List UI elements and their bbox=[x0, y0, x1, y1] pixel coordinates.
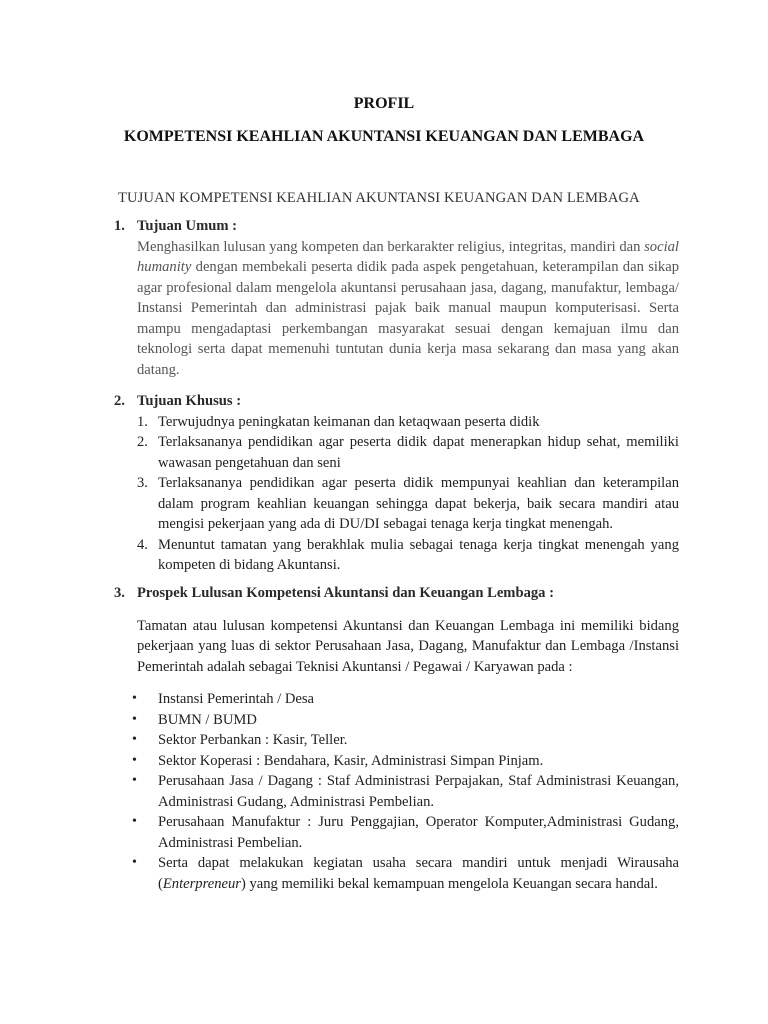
section-number: 3. bbox=[114, 585, 125, 601]
section-heading: TUJUAN KOMPETENSI KEAHLIAN AKUNTANSI KEUANGAN DAN LEMBAGA bbox=[118, 190, 640, 206]
paragraph-text: Menghasilkan lulusan yang kompeten dan berkarakter religius, integritas, mandiri dan bbox=[137, 238, 645, 255]
list-text: Terwujudnya peningkatan keimanan dan ketaqwaan peserta didik bbox=[158, 413, 540, 430]
section-title: Tujuan Khusus : bbox=[137, 393, 242, 409]
list-text: BUMN / BUMD bbox=[158, 711, 257, 728]
list-text: Instansi Pemerintah / Desa bbox=[158, 691, 315, 707]
section-title: Prospek Lulusan Kompetensi Akuntansi dan Keuangan Lembaga : bbox=[137, 585, 554, 601]
list-item bbox=[137, 535, 679, 576]
bullet-icon: • bbox=[132, 855, 137, 870]
list-item bbox=[132, 751, 679, 772]
list-item bbox=[132, 771, 679, 812]
tujuan-khusus-list bbox=[137, 412, 679, 576]
prospek-bullet-list bbox=[132, 689, 679, 894]
tujuan-umum-paragraph bbox=[137, 237, 679, 381]
section-prospek-lulusan bbox=[114, 583, 679, 894]
bullet-icon: • bbox=[132, 773, 137, 788]
section-number: 1. bbox=[114, 218, 125, 234]
list-item bbox=[132, 853, 679, 894]
list-item bbox=[132, 710, 679, 731]
document-title: PROFIL bbox=[353, 95, 415, 112]
section-heading-row bbox=[114, 583, 679, 604]
section-number: 2. bbox=[114, 393, 125, 409]
section-tujuan-umum bbox=[114, 216, 679, 380]
list-number: 1. bbox=[137, 413, 148, 430]
list-item bbox=[137, 412, 679, 433]
list-item bbox=[132, 689, 679, 710]
section-heading-row bbox=[114, 216, 679, 237]
list-text-part: ) yang memiliki bekal kemampuan mengelola Keuangan secara handal. bbox=[240, 875, 658, 892]
list-item bbox=[132, 730, 679, 751]
list-item bbox=[137, 432, 679, 473]
list-text: Terlaksananya pendidikan agar peserta didik mempunyai keahlian dan keterampilan dalam program keahlian keuangan sehingga dapat bekerja, baik secara mandiri atau mengisi pekerjaan yang ada di DU/DI sebagai tenaga kerja tingkat menengah. bbox=[158, 475, 679, 532]
list-item bbox=[132, 812, 679, 853]
emphasis-text: social humanity bbox=[137, 238, 679, 275]
prospek-intro-paragraph: Tamatan atau lulusan kompetensi Akuntansi dan Keuangan Lembaga ini memiliki bidang pekerjaan yang luas di sektor Perusahaan Jasa, Dagang, Manufaktur dan Lembaga /Instansi Pemerintah adalah sebagai Teknisi Akuntansi / Pegawai / Karyawan pada : bbox=[137, 617, 679, 675]
list-text: Perusahaan Jasa / Dagang : Staf Administrasi Perpajakan, Staf Administrasi Keuangan, Administrasi Gudang, Administrasi Pembelian. bbox=[158, 773, 679, 810]
bullet-icon: • bbox=[132, 752, 137, 768]
section-heading-row bbox=[114, 391, 679, 412]
list-text: Terlaksananya pendidikan agar peserta didik dapat menerapkan hidup sehat, memiliki wawasan pengetahuan dan seni bbox=[158, 434, 679, 471]
paragraph-text: dengan membekali peserta didik pada aspek pengetahuan, keterampilan dan sikap agar profesional dalam mengelola akuntansi perusahaan jasa, dagang, manufaktur, lembaga/ Instansi Pemerintah dan administrasi pajak baik manual maupun komputerisasi. Serta mampu mengadaptasi perkembangan masyarakat sesuai dengan kemajuan ilmu dan teknologi serta dapat memenuhi tuntutan dunia kerja masa sekarang dan masa yang akan datang. bbox=[137, 259, 679, 378]
list-text bbox=[158, 853, 679, 894]
list-text: Menuntut tamatan yang berakhlak mulia sebagai tenaga kerja tingkat menengah yang kompeten di bidang Akuntansi. bbox=[158, 536, 679, 573]
list-item bbox=[137, 473, 679, 535]
document-subtitle: KOMPETENSI KEAHLIAN AKUNTANSI KEUANGAN DAN LEMBAGA bbox=[123, 128, 645, 145]
emphasis-text: Enterpreneur bbox=[162, 875, 241, 892]
list-text-part: Serta dapat melakukan kegiatan usaha secara mandiri untuk menjadi Wirausaha ( bbox=[158, 855, 679, 892]
list-text: Sektor Perbankan : Kasir, Teller. bbox=[158, 732, 348, 748]
bullet-icon: • bbox=[132, 691, 137, 706]
list-text: Perusahaan Manufaktur : Juru Penggajian, Operator Komputer,Administrasi Gudang, Administrasi Pembelian. bbox=[158, 814, 679, 851]
list-number: 4. bbox=[137, 536, 148, 553]
bullet-icon: • bbox=[132, 711, 137, 727]
list-text: Sektor Koperasi : Bendahara, Kasir, Administrasi Simpan Pinjam. bbox=[158, 752, 544, 769]
section-tujuan-khusus bbox=[114, 391, 679, 576]
bullet-icon: • bbox=[132, 732, 137, 747]
bullet-icon: • bbox=[132, 814, 137, 829]
list-number: 2. bbox=[137, 434, 148, 450]
list-number: 3. bbox=[137, 475, 148, 491]
section-title: Tujuan Umum : bbox=[137, 218, 238, 234]
